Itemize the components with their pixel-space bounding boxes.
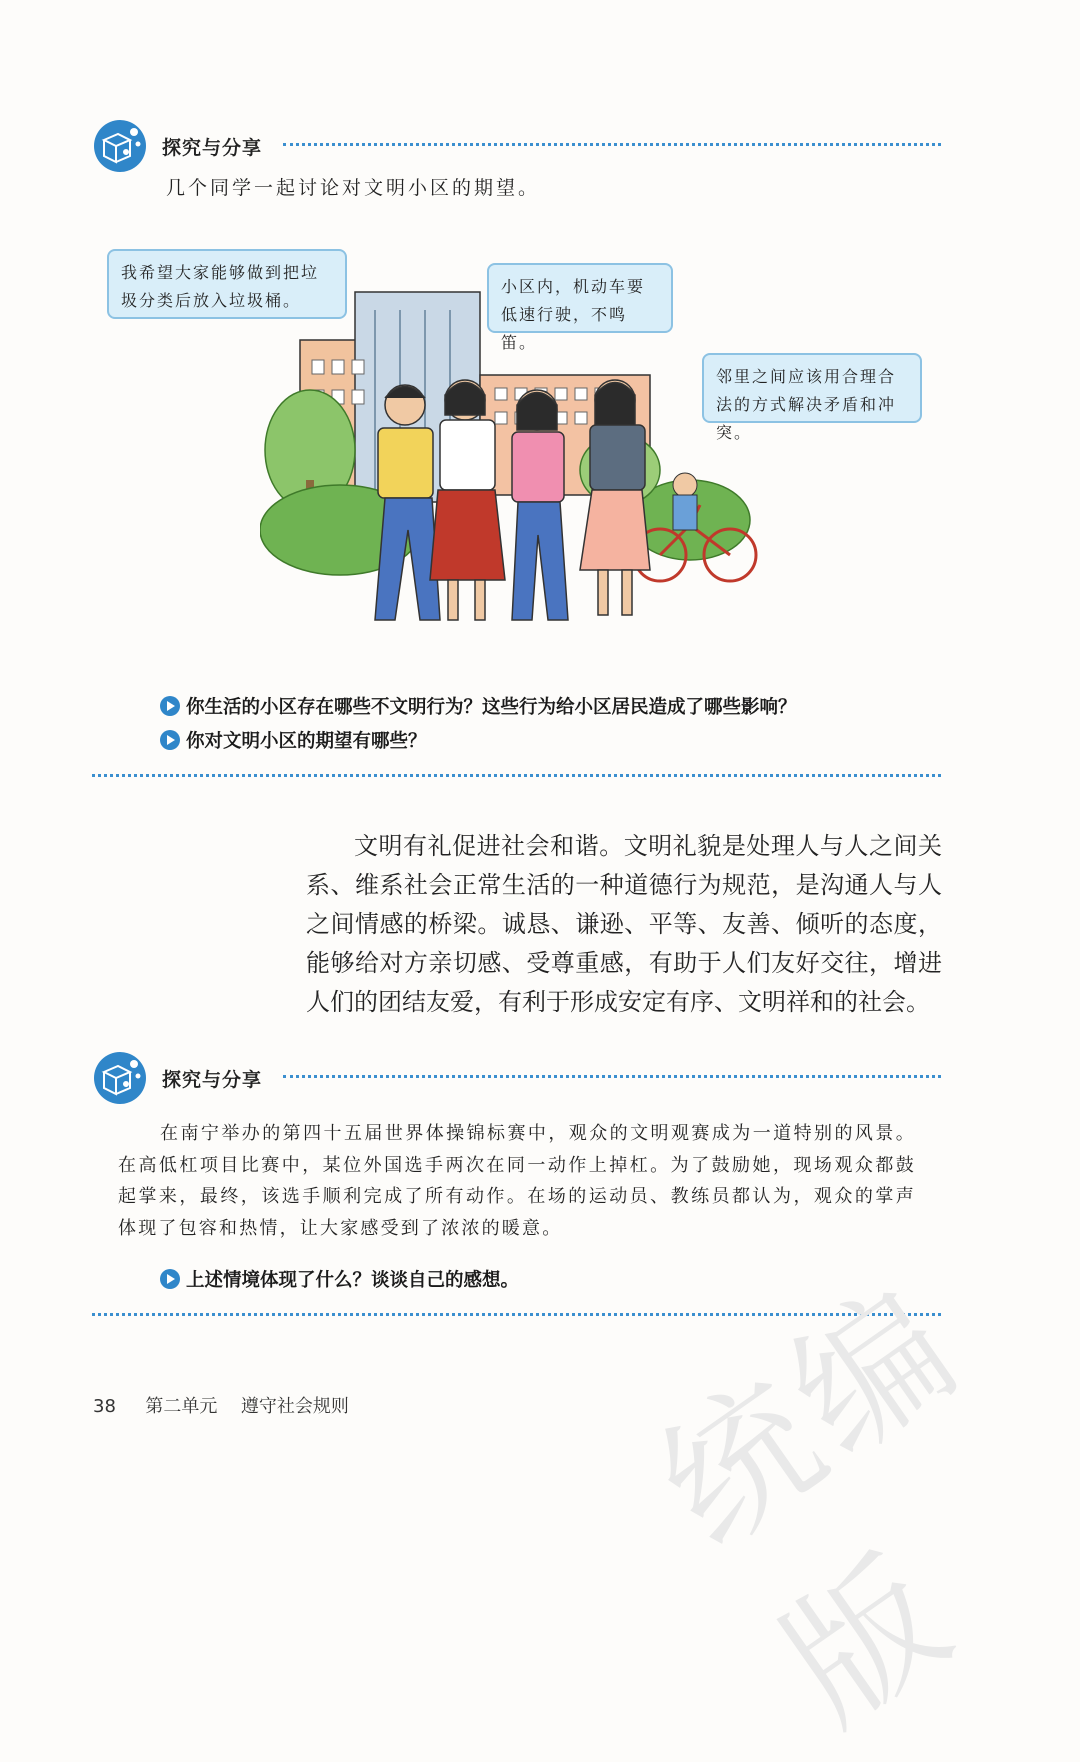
section-title: 探究与分享 [162,137,263,159]
question-2: 你对文明小区的期望有哪些？ [160,727,427,753]
page-footer [93,1392,349,1418]
question-3: 上述情境体现了什么？谈谈自己的感想。 [160,1266,519,1292]
speech-bubble-neighbors: 邻里之间应该用合理合法的方式解决矛盾和冲突。 [702,353,922,423]
speech-bubble-vehicles: 小区内，机动车要低速行驶，不鸣笛。 [487,263,673,333]
unit-title: 遵守社会规则 [240,1396,349,1417]
dotted-divider [283,143,941,146]
watermark: 统编版 [630,1253,993,1757]
dotted-divider [283,1075,941,1078]
explore-share-icon [92,118,148,174]
play-bullet-icon [160,730,180,750]
explore-share-icon [92,1050,148,1106]
page-number: 38 [93,1396,116,1417]
unit-label: 第二单元 [145,1396,218,1417]
speech-bubble-garbage: 我希望大家能够做到把垃圾分类后放入垃圾桶。 [107,249,347,319]
play-bullet-icon [160,1269,180,1289]
play-bullet-icon [160,696,180,716]
story-paragraph: 在南宁举办的第四十五届世界体操锦标赛中，观众的文明观赛成为一道特别的风景。在高低杠项目比赛中，某位外国选手两次在同一动作上掉杠。为了鼓励她，现场观众都鼓起掌来，最终，该选手顺利完成了所有动作。在场的运动员、教练员都认为，观众的掌声体现了包容和热情，让大家感受到了浓浓的暖意。 [118,1123,916,1239]
question-1: 你生活的小区存在哪些不文明行为？这些行为给小区居民造成了哪些影响？ [160,693,797,719]
section-intro: 几个同学一起讨论对文明小区的期望。 [166,177,541,199]
dotted-divider [92,774,941,777]
main-paragraph: 文明有礼促进社会和谐。文明礼貌是处理人与人之间关系、维系社会正常生活的一种道德行为规范，是沟通人与人之间情感的桥梁。诚恳、谦逊、平等、友善、倾听的态度，能够给对方亲切感、受尊重感，有助于人们友好交往，增进人们的团结友爱，有利于形成安定有序、文明祥和的社会。 [306,832,942,1016]
section-title: 探究与分享 [162,1069,263,1091]
